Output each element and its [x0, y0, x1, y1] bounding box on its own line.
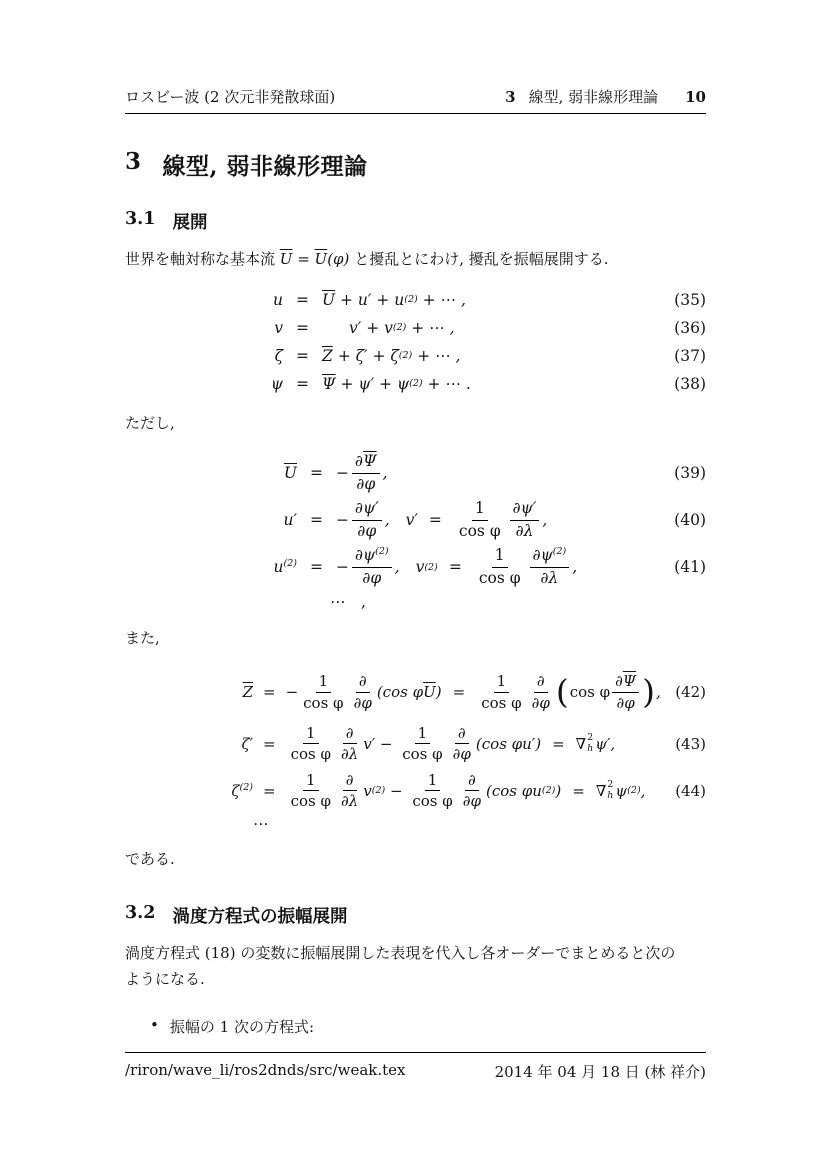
- denominator: cos φ: [290, 745, 331, 764]
- section-number: 3: [125, 148, 142, 175]
- eq38-rhs: [322, 375, 471, 393]
- equation-number: (43): [675, 734, 706, 753]
- math-run: ∂: [615, 672, 623, 691]
- eq36-lhs: v: [274, 318, 283, 337]
- equation-44: [125, 767, 706, 814]
- math-run: v′ −: [363, 734, 398, 753]
- math-run: ψ: [615, 781, 628, 800]
- math-run: + ⋯ ,: [406, 318, 455, 337]
- superscript: (2): [404, 294, 418, 306]
- page-content: [125, 0, 706, 1037]
- math-run: ζ: [231, 781, 240, 800]
- denominator: ∂φ: [356, 474, 376, 493]
- numerator: ∂: [356, 672, 370, 693]
- paragraph-3-2: [125, 941, 706, 993]
- eq42-lhs: [125, 683, 253, 701]
- equals-sign: =: [296, 290, 309, 309]
- eq44-rhs: [286, 771, 646, 812]
- header-page-number: 10: [685, 88, 706, 106]
- continuation-dots: [125, 814, 706, 834]
- math-run: + ⋯ ,: [412, 346, 461, 365]
- superscript: (2): [239, 781, 253, 793]
- fraction: [460, 771, 484, 812]
- math-run: (cos φu: [485, 781, 542, 800]
- numerator: [612, 672, 639, 693]
- denominator: ∂λ: [340, 745, 359, 764]
- math-run: ψ′,: [595, 734, 616, 753]
- superscript: (2): [371, 785, 386, 797]
- equation-number: (36): [674, 318, 706, 337]
- equals-sign: =: [296, 318, 309, 337]
- minus-sign: −: [336, 464, 349, 483]
- equation-block-42-44: [125, 664, 706, 834]
- equation-40: [125, 497, 706, 544]
- subsection-number: 3.1: [125, 209, 156, 229]
- dearu-text: である.: [125, 850, 175, 869]
- denominator: cos φ: [303, 693, 344, 712]
- equals-sign: =: [552, 734, 565, 753]
- minus-sign: −: [336, 511, 349, 530]
- subsection-heading-3-1: [125, 209, 706, 234]
- superscript: (2): [398, 350, 413, 362]
- math-run: u: [273, 558, 284, 577]
- fraction: [476, 546, 524, 588]
- minus-sign: −: [285, 683, 299, 702]
- math-run: ,: [640, 781, 646, 800]
- nabla-operator: ∇: [575, 734, 587, 753]
- eq37-rhs: [322, 347, 460, 365]
- fraction: [612, 672, 639, 713]
- equation-number: (40): [674, 511, 706, 530]
- bullet-icon: •: [150, 1015, 159, 1034]
- fraction: [288, 771, 334, 812]
- math-run: ,: [572, 558, 578, 577]
- denominator: ∂λ: [540, 568, 559, 587]
- eq43-lhs: ζ′: [241, 734, 253, 753]
- equals-sign: =: [263, 683, 276, 702]
- math-run: ,: [542, 511, 548, 530]
- equation-block-35-38: [125, 286, 706, 398]
- math-run: ∂ψ: [532, 546, 553, 565]
- fraction: [352, 452, 380, 494]
- eq38-lhs: ψ: [270, 374, 283, 393]
- fraction: [409, 771, 455, 812]
- math-bar-term: $\overline{U}$: [423, 683, 436, 702]
- eq40-lhs: u′: [283, 511, 297, 530]
- subsection-heading-3-2: [125, 903, 706, 928]
- denominator: cos φ: [402, 745, 443, 764]
- eq41-lhs: [125, 558, 297, 576]
- fraction: [351, 672, 375, 713]
- equation-block-39-41: [125, 450, 706, 613]
- denominator: ∂φ: [616, 693, 635, 712]
- math-run: ,: [382, 464, 388, 483]
- equation-38: [125, 370, 706, 398]
- math-bar-term: $\overline{Z}$: [322, 346, 333, 365]
- header-left-title: ロスビー波 (2 次元非発散球面): [125, 88, 336, 106]
- paragraph-3-1: [125, 247, 706, 273]
- math-run: ,: [384, 511, 390, 530]
- denominator: cos φ: [458, 521, 501, 540]
- eq35-lhs: u: [273, 290, 283, 309]
- superscript: (2): [375, 546, 389, 558]
- equation-35: [125, 286, 706, 314]
- numerator: 1: [303, 771, 319, 792]
- equation-number: (35): [674, 290, 706, 309]
- bullet-list-item: [125, 1016, 706, 1037]
- fraction: [478, 672, 524, 713]
- superscript: (2): [409, 378, 423, 390]
- numerator: ∂: [455, 724, 469, 745]
- eq44-lhs: [125, 782, 253, 800]
- math-arg-phi: (φ): [327, 250, 350, 268]
- math-run: (cos φ: [376, 683, 424, 702]
- denominator: cos φ: [290, 792, 331, 811]
- math-run: + ⋯ .: [422, 374, 471, 393]
- math-run: ∂ψ: [355, 546, 376, 565]
- equals-sign: =: [292, 250, 315, 268]
- superscript: (2): [424, 561, 438, 573]
- subsection-title: 展開: [172, 213, 208, 233]
- math-run: + u′ + u: [335, 290, 405, 309]
- header-section-number: 3: [505, 88, 516, 106]
- math-run: ,: [655, 683, 661, 702]
- denominator: cos φ: [478, 568, 521, 587]
- math-run: (cos φu′): [475, 734, 542, 753]
- superscript: (2): [627, 785, 641, 797]
- equation-37: [125, 342, 706, 370]
- numerator: 1: [415, 724, 431, 745]
- numerator: 1: [492, 546, 508, 567]
- subscript: h: [607, 789, 614, 801]
- fraction: [352, 499, 382, 541]
- subsection-number: 3.2: [125, 903, 156, 924]
- continuation-dots: [125, 591, 706, 613]
- math-bar-term: $\overline{Z}$: [242, 683, 253, 702]
- subscript: h: [587, 742, 594, 754]
- numerator: ∂ψ′: [510, 499, 540, 520]
- denominator: ∂λ: [340, 792, 359, 811]
- equation-number: (39): [674, 464, 706, 483]
- numerator: 1: [425, 771, 441, 792]
- numerator: ∂: [343, 724, 357, 745]
- header-right: [505, 86, 706, 107]
- equation-number: (42): [675, 683, 706, 702]
- denominator: ∂λ: [515, 521, 534, 540]
- math-run: v: [415, 558, 425, 577]
- superscript: (2): [392, 322, 407, 334]
- section-heading-3: [125, 148, 706, 181]
- fraction: [338, 771, 361, 812]
- denominator: ∂φ: [357, 521, 377, 540]
- numerator: 1: [472, 499, 488, 520]
- equals-sign: =: [263, 781, 276, 800]
- equals-sign: =: [428, 511, 442, 530]
- superscript: (2): [552, 546, 567, 558]
- nabla-operator: ∇: [595, 781, 607, 800]
- math-run: ): [435, 683, 442, 702]
- denominator: ∂φ: [531, 693, 550, 712]
- denominator: cos φ: [412, 792, 453, 811]
- page-footer: [125, 1052, 706, 1082]
- numerator: 1: [494, 672, 510, 693]
- math-Ubar: $\overline{U}$: [279, 250, 293, 268]
- fraction: [456, 499, 504, 541]
- eq35-rhs: [322, 291, 466, 309]
- nabla-sup-sub: [607, 780, 613, 802]
- math-run: v′ + v: [349, 318, 393, 337]
- footer-file-path: /riron/wave_li/ros2dnds/src/weak.tex: [125, 1061, 406, 1079]
- math-run: ∂: [355, 452, 364, 471]
- minus-sign: −: [336, 558, 349, 577]
- numerator: ∂: [465, 771, 479, 792]
- math-run: cos φ: [569, 683, 611, 702]
- eq39-rhs: [336, 452, 388, 494]
- math-run: −: [385, 781, 408, 800]
- equation-number: (38): [674, 374, 706, 393]
- tadashi-text: ただし,: [125, 413, 175, 432]
- superscript: 2: [587, 731, 594, 743]
- denominator: ∂φ: [452, 745, 471, 764]
- section-title: 線型, 弱非線形理論: [162, 153, 368, 180]
- math-bar-term: $\overline{\Psi}$: [622, 672, 637, 691]
- equals-sign: =: [263, 734, 276, 753]
- equals-sign: =: [452, 683, 466, 702]
- dots-text: ⋯: [253, 815, 269, 834]
- superscript: (2): [541, 785, 556, 797]
- equation-number: (37): [674, 346, 706, 365]
- denominator: cos φ: [481, 693, 522, 712]
- fraction: [300, 672, 346, 713]
- math-bar-term: $\overline{U}$: [322, 290, 336, 309]
- equation-43: [125, 720, 706, 767]
- mata-text: また,: [125, 628, 160, 647]
- eq36-rhs: [322, 319, 455, 337]
- equation-42: [125, 664, 706, 720]
- text-run: 世界を軸対称な基本流: [125, 250, 280, 268]
- fraction: [338, 724, 361, 765]
- nabla-sup-sub: [587, 733, 593, 755]
- fraction: [510, 499, 540, 541]
- superscript: (2): [283, 558, 297, 570]
- numerator: [352, 452, 380, 473]
- equals-sign: =: [310, 511, 323, 530]
- math-bar-term: $\overline{\Psi}$: [322, 374, 336, 393]
- eq43-rhs: [286, 724, 616, 765]
- eq41-rhs: [336, 546, 577, 588]
- footer-date-author: 2014 年 04 月 18 日 (林 祥介): [494, 1063, 706, 1081]
- equals-sign: =: [310, 464, 323, 483]
- math-run: v′: [405, 511, 418, 530]
- fraction: [352, 546, 392, 588]
- eq37-lhs: ζ: [274, 346, 283, 365]
- subsection-title: 渦度方程式の振幅展開: [172, 907, 348, 928]
- equation-41: [125, 544, 706, 591]
- math-bar-term: $\overline{\Psi}$: [363, 452, 377, 471]
- math-bar-term: $\overline{U}$: [283, 464, 297, 483]
- numerator: [530, 546, 570, 568]
- running-header: [125, 86, 706, 114]
- equals-sign: =: [448, 558, 462, 577]
- numerator: ∂ψ′: [352, 499, 382, 520]
- numerator: [352, 546, 392, 568]
- numerator: ∂: [343, 771, 357, 792]
- fraction: [530, 546, 570, 588]
- numerator: ∂: [534, 672, 548, 693]
- math-run: + ⋯ ,: [417, 290, 466, 309]
- fraction: [399, 724, 445, 765]
- equals-sign: =: [310, 558, 323, 577]
- math-Ubar: $\overline{U}$: [314, 250, 328, 268]
- denominator: ∂φ: [353, 693, 372, 712]
- text-run: ようになる.: [125, 969, 205, 988]
- eq40-rhs: [336, 499, 547, 541]
- numerator: 1: [316, 672, 332, 693]
- equation-39: [125, 450, 706, 497]
- eq39-lhs: [125, 464, 297, 482]
- superscript: 2: [607, 778, 614, 790]
- equation-number: (44): [675, 781, 706, 800]
- numerator: 1: [303, 724, 319, 745]
- equals-sign: =: [572, 781, 585, 800]
- dots-text: ⋯ ,: [330, 592, 366, 611]
- equals-sign: =: [296, 374, 309, 393]
- eq42-rhs: − $\frac{1}{\text{cos φ}}$ $\frac{\partial}{\partial\varphi}$ (cos φ $\overline{U}$ ) = $\frac{1}{\text{cos φ}}$ $\frac{\partial}{\partial\varphi}$ ( cos φ $\frac{\partial\overline{\Psi}}{\partial\varphi}$ ) ,: [285, 672, 661, 712]
- text-run: と擾乱とにわけ, 擾乱を振幅展開する.: [349, 250, 609, 268]
- fraction: [450, 724, 474, 765]
- text-run: 渦度方程式 (18) の変数に振幅展開した表現を代入し各オーダーでまとめると次の: [125, 944, 676, 963]
- math-run: + ζ′ + ζ: [332, 346, 399, 365]
- equals-sign: =: [296, 346, 309, 365]
- math-run: ): [555, 781, 562, 800]
- denominator: ∂φ: [362, 568, 382, 587]
- header-section-title: 線型, 弱非線形理論: [528, 88, 659, 106]
- math-run: v: [363, 781, 372, 800]
- equation-number: (41): [674, 558, 706, 577]
- math-run: ,: [394, 558, 400, 577]
- denominator: ∂φ: [462, 792, 481, 811]
- equation-36: [125, 314, 706, 342]
- fraction: [288, 724, 334, 765]
- bullet-text: 振幅の 1 次の方程式:: [169, 1017, 314, 1036]
- fraction: [529, 672, 553, 713]
- math-run: + ψ′ + ψ: [335, 374, 410, 393]
